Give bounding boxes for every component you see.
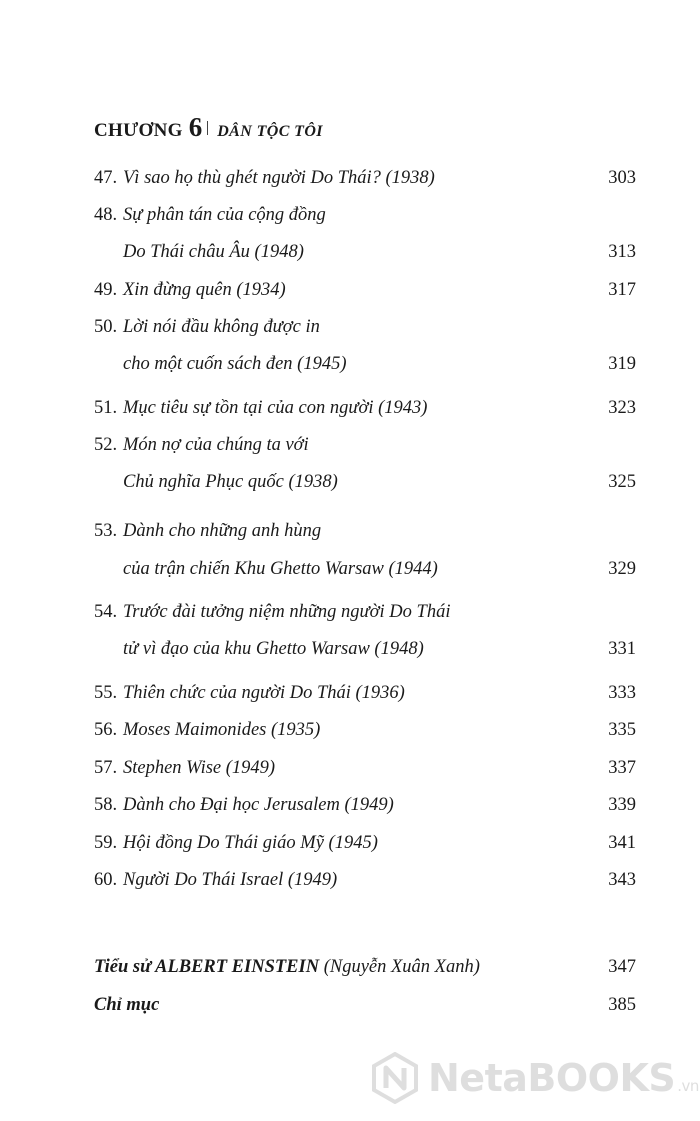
toc-entry-54	[94, 598, 636, 626]
chapter-number: 6	[188, 112, 203, 142]
entry-title: Hội đồng Do Thái giáo Mỹ (1945)	[123, 833, 378, 853]
entry-page: 343	[608, 870, 636, 890]
entry-page: 347	[608, 957, 636, 977]
entry-page: 337	[608, 758, 636, 778]
toc-entry-55	[94, 679, 636, 707]
entry-title: Sự phân tán của cộng đồng	[123, 205, 326, 225]
index-title: Chỉ mục	[94, 995, 160, 1015]
entry-number: 56.	[94, 720, 118, 740]
entry-title-cont: tử vì đạo của khu Ghetto Warsaw (1948)	[123, 639, 424, 659]
biography-author: (Nguyễn Xuân Xanh)	[323, 957, 480, 977]
entry-title: Mục tiêu sự tồn tại của con người (1943)	[123, 398, 428, 418]
entry-number: 52.	[94, 435, 118, 455]
entry-title: Món nợ của chúng ta với	[123, 435, 309, 455]
toc-entry-49	[94, 276, 636, 304]
biography-title	[94, 957, 480, 977]
entry-title: Xin đừng quên (1934)	[123, 280, 286, 300]
entry-number: 55.	[94, 683, 118, 703]
entry-number: 54.	[94, 602, 118, 622]
toc-entry-51	[94, 394, 636, 422]
watermark-suffix: .vn	[677, 1077, 699, 1095]
entry-title: Dành cho Đại học Jerusalem (1949)	[123, 795, 394, 815]
entry-number: 49.	[94, 280, 118, 300]
entry-title: Dành cho những anh hùng	[123, 521, 322, 541]
entry-page: 333	[608, 683, 636, 703]
toc-index	[94, 991, 636, 1019]
toc-entry-52	[94, 431, 636, 459]
watermark	[372, 1050, 699, 1106]
entry-page: 323	[608, 398, 636, 418]
entry-number: 60.	[94, 870, 118, 890]
entry-title-cont: Chủ nghĩa Phục quốc (1938)	[123, 472, 338, 492]
entry-title: Trước đài tưởng niệm những người Do Thái	[123, 602, 451, 622]
entry-title: Vì sao họ thù ghét người Do Thái? (1938)	[123, 168, 435, 188]
entry-title: Moses Maimonides (1935)	[123, 720, 321, 740]
entry-number: 48.	[94, 205, 118, 225]
entry-number: 50.	[94, 317, 118, 337]
toc-entry-60	[94, 866, 636, 894]
toc-entry-56	[94, 716, 636, 744]
entry-title: Lời nói đầu không được in	[123, 317, 320, 337]
entry-title: Stephen Wise (1949)	[123, 758, 276, 778]
entry-page: 335	[608, 720, 636, 740]
toc-entry-59	[94, 829, 636, 857]
entry-title-cont: Do Thái châu Âu (1948)	[123, 242, 304, 262]
entry-page: 331	[608, 639, 636, 659]
entry-number: 57.	[94, 758, 118, 778]
entry-title: Thiên chức của người Do Thái (1936)	[123, 683, 405, 703]
toc-biography	[94, 953, 636, 981]
toc-entry-57	[94, 754, 636, 782]
watermark-text	[428, 1056, 699, 1100]
entry-page: 329	[608, 559, 636, 579]
toc-entry-53-cont	[94, 555, 636, 583]
toc-entry-48	[94, 201, 636, 229]
biography-title-text: Tiểu sử ALBERT EINSTEIN	[94, 957, 320, 977]
toc-entry-52-cont	[94, 468, 636, 496]
toc-entry-50-cont	[94, 350, 636, 378]
entry-title-cont: của trận chiến Khu Ghetto Warsaw (1944)	[123, 559, 438, 579]
chapter-title: DÂN TỘC TÔI	[217, 123, 323, 140]
entry-page: 339	[608, 795, 636, 815]
entry-title-cont: cho một cuốn sách đen (1945)	[123, 354, 347, 374]
watermark-brand: NetaBOOKS	[428, 1056, 676, 1100]
toc-entry-48-cont	[94, 238, 636, 266]
toc-entry-54-cont	[94, 635, 636, 663]
entry-page: 385	[608, 995, 636, 1015]
netabooks-logo-icon	[372, 1052, 418, 1104]
toc-entry-53	[94, 517, 636, 545]
heading-divider	[207, 121, 208, 135]
toc-entry-47	[94, 164, 636, 192]
entry-page: 341	[608, 833, 636, 853]
entry-page: 317	[608, 280, 636, 300]
entry-title: Người Do Thái Israel (1949)	[123, 870, 338, 890]
entry-page: 319	[608, 354, 636, 374]
entry-page: 303	[608, 168, 636, 188]
entry-page: 325	[608, 472, 636, 492]
chapter-heading	[94, 112, 323, 143]
toc-entry-58	[94, 791, 636, 819]
chapter-word: CHƯƠNG	[94, 120, 183, 141]
toc-entry-50	[94, 313, 636, 341]
entry-number: 58.	[94, 795, 118, 815]
entry-number: 51.	[94, 398, 118, 418]
entry-number: 47.	[94, 168, 118, 188]
entry-number: 59.	[94, 833, 118, 853]
entry-number: 53.	[94, 521, 118, 541]
entry-page: 313	[608, 242, 636, 262]
